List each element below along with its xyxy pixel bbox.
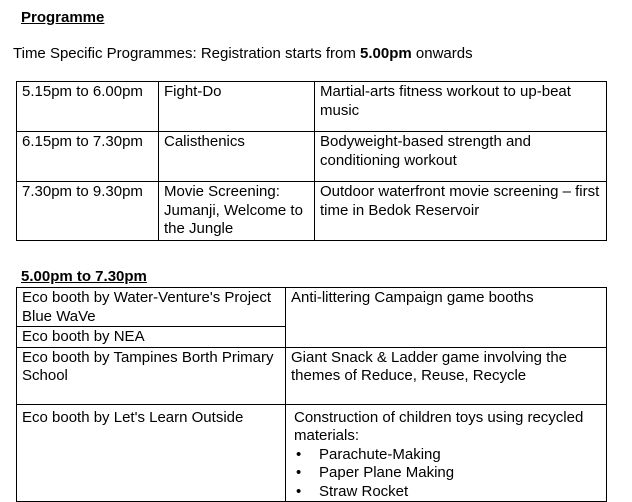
intro-time: 5.00pm [360,45,412,62]
table-row [17,347,607,404]
intro-prefix: Time Specific Programmes: Registration starts from [13,45,361,62]
list-item [294,483,601,502]
list-item-label: Straw Rocket [319,482,409,500]
table-row [17,288,607,327]
table-row [17,132,607,182]
booth-description-cell: Giant Snack & Ladder game involving the themes of Reduce, Reuse, Recycle [286,347,607,404]
time-cell: 5.15pm to 6.00pm [17,82,159,132]
booth-description-cell: Anti-littering Campaign game booths [286,288,607,348]
booth-cell: Eco booth by Let's Learn Outside [17,404,286,502]
activity-cell: Movie Screening: Jumanji, Welcome to the Jungle [159,182,315,241]
list-item [294,446,601,465]
time-cell: 7.30pm to 9.30pm [17,182,159,241]
description-cell: Martial-arts fitness workout to up-beat music [315,82,607,132]
bullet-icon: • [296,445,302,463]
programme-heading: Programme [21,9,105,26]
list-item-label: Parachute-Making [319,445,441,463]
materials-intro: Construction of children toys using recycled materials: [294,408,584,444]
activity-cell: Calisthenics [159,132,315,182]
activity-cell: Fight-Do [159,82,315,132]
table-row [17,182,607,241]
time-cell: 6.15pm to 7.30pm [17,132,159,182]
table-row [17,404,607,502]
description-cell: Bodyweight-based strength and conditioning workout [315,132,607,182]
bullet-icon: • [296,482,302,500]
booth-cell: Eco booth by NEA [17,327,286,348]
description-cell: Outdoor waterfront movie screening – first time in Bedok Reservoir [315,182,607,241]
bullet-icon: • [296,464,302,481]
list-item [294,464,601,483]
intro-suffix: onwards [411,45,473,62]
table-row [17,82,607,132]
booth-description-cell [286,404,607,502]
booth-cell: Eco booth by Water-Venture's Project Blue WaVe [17,288,286,327]
eco-booths-table [16,287,607,502]
list-item-label: Paper Plane Making [319,464,455,481]
time-specific-table [16,81,607,241]
booths-heading: 5.00pm to 7.30pm [21,268,147,285]
materials-list [294,446,601,502]
intro-text [13,45,473,64]
booth-cell: Eco booth by Tampines Borth Primary School [17,347,286,404]
